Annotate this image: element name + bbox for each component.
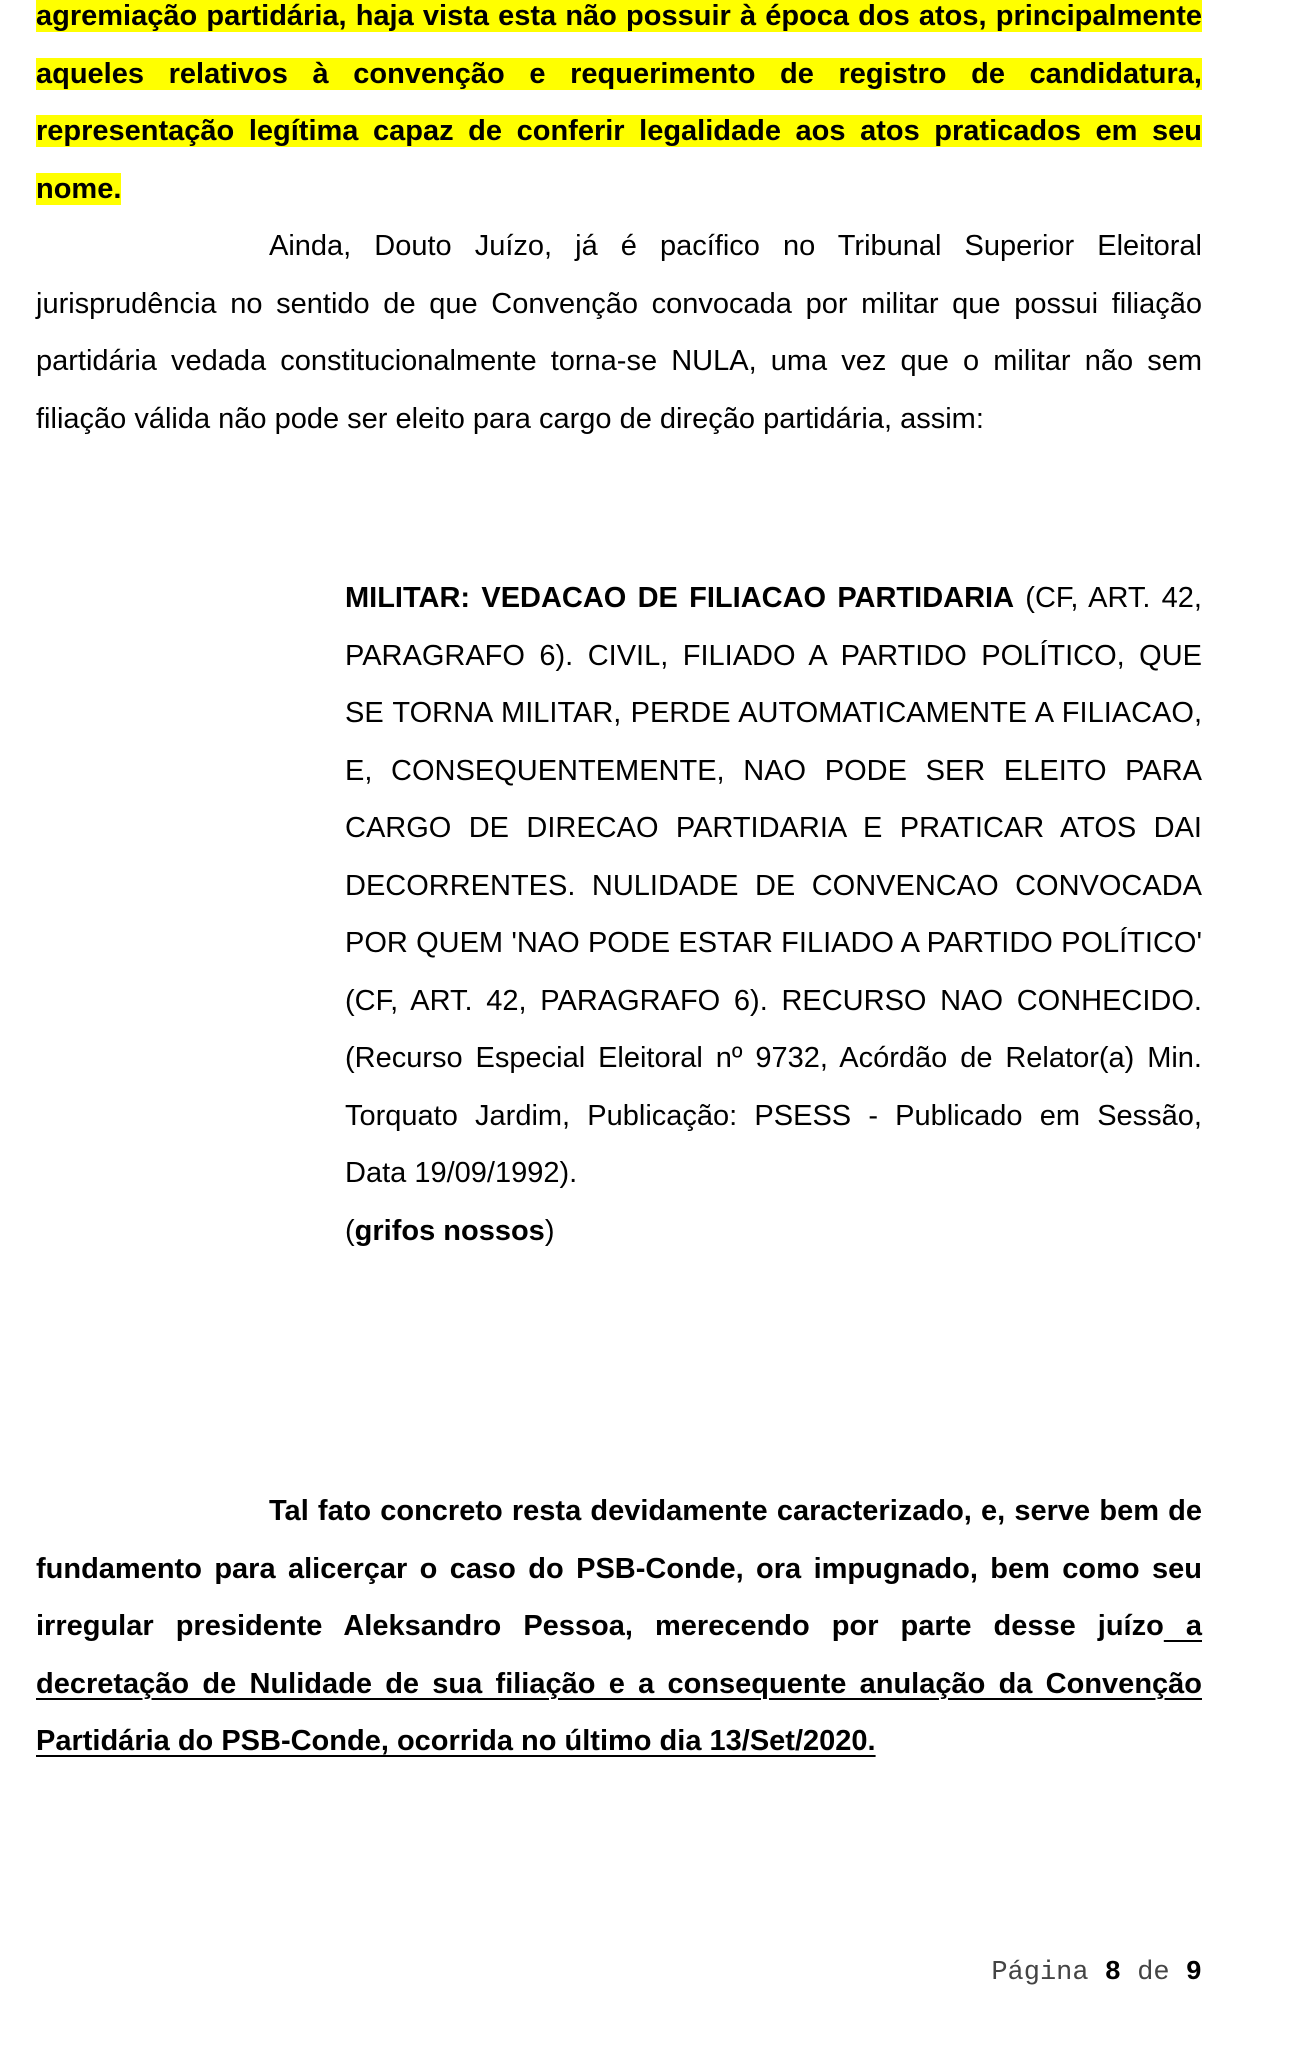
paragraph-jurisprudence-intro — [36, 218, 1202, 448]
block-quote — [345, 570, 1202, 1260]
conclusion-plain: Tal fato concreto resta devidamente caracterizado, e, serve bem de fundamento para alicerçar o caso do PSB-Conde, ora impugnado, bem como seu irregular presidente Aleksandro Pessoa, merecendo por parte desse juízo — [36, 1495, 1202, 1642]
footer-total-pages: 9 — [1185, 1958, 1202, 1988]
footer-page-label: Página — [991, 1958, 1089, 1988]
paragraph-conclusion — [36, 1483, 1202, 1771]
footer-of-label: de — [1137, 1958, 1170, 1988]
footer-current-page: 8 — [1104, 1958, 1121, 1988]
quote-note: (grifos nossos) — [345, 1214, 555, 1247]
quote-note-bold: grifos nossos — [354, 1214, 545, 1247]
page-footer — [991, 1958, 1202, 1988]
quote-heading: MILITAR: VEDACAO DE FILIACAO PARTIDARIA — [345, 582, 1015, 614]
quote-text — [345, 570, 1202, 1203]
highlighted-text: agremiação partidária, haja vista esta não possuir à época dos atos, principalmente aqueles relativos à convenção e requerimento de registro de candidatura, representação legítima capaz de conferir legalidade aos atos praticados em seu nome. — [36, 0, 1202, 205]
quote-body: (CF, ART. 42, PARAGRAFO 6). CIVIL, FILIADO A PARTIDO POLÍTICO, QUE SE TORNA MILITAR, PERDE AUTOMATICAMENTE A FILIACAO, E, CONSEQUENTEMENTE, NAO PODE SER ELEITO PARA CARGO DE DIRECAO PARTIDARIA E PRATICAR ATOS DAI DECORRENTES. NULIDADE DE CONVENCAO CONVOCADA POR QUEM 'NAO PODE ESTAR FILIADO A PARTIDO POLÍTICO' (CF, ART. 42, PARAGRAFO 6). RECURSO NAO CONHECIDO. (Recurso Especial Eleitoral nº 9732, Acórdão de Relator(a) Min. Torquato Jardim, Publicação: PSESS - Publicado em Sessão, Data 19/09/1992). — [345, 582, 1202, 1189]
highlighted-paragraph — [36, 0, 1202, 218]
paragraph-2-text: Ainda, Douto Juízo, já é pacífico no Tribunal Superior Eleitoral jurisprudência no sentido de que Convenção convocada por militar que possui filiação partidária vedada constitucionalmente torna-se NULA, uma vez que o militar não sem filiação válida não pode ser eleito para cargo de direção partidária, assim: — [36, 230, 1202, 435]
conclusion-underlined: a decretação de Nulidade de sua filiação e a consequente anulação da Convenção Partidária do PSB-Conde, ocorrida no último dia 13/Set/2020. — [36, 1610, 1202, 1757]
